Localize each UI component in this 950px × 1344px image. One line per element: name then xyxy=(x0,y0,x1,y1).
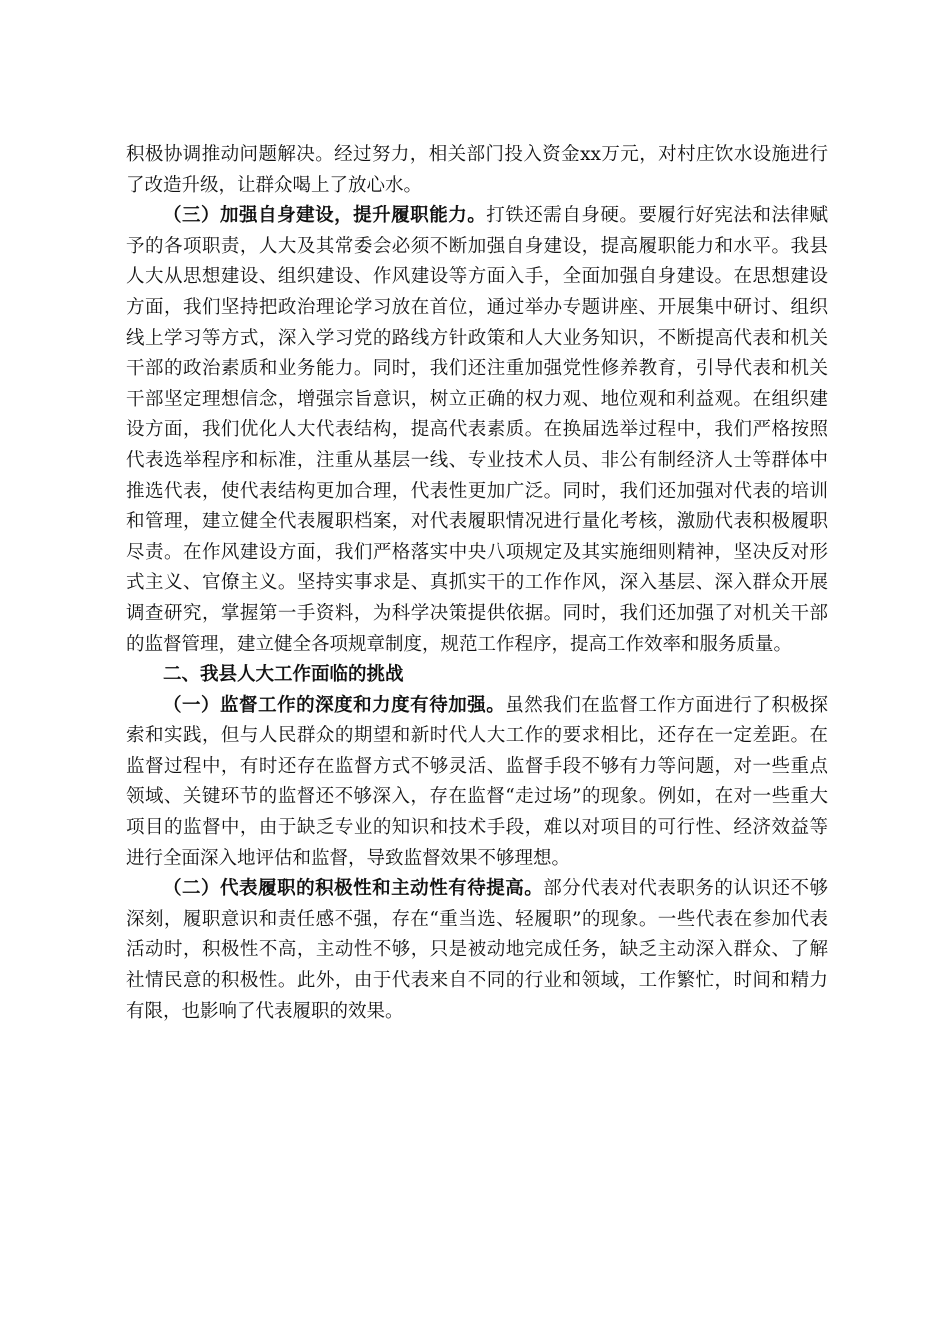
paragraph-continuation xyxy=(126,140,828,201)
paragraph-self-building xyxy=(126,201,828,660)
paragraph-deputies xyxy=(126,874,828,1027)
paragraph-supervision xyxy=(126,691,828,875)
section-heading xyxy=(126,660,828,691)
paragraph-lead: （三）加强自身建设，提升履职能力。 xyxy=(163,205,487,227)
section-heading-text: 二、我县人大工作面临的挑战 xyxy=(163,664,404,686)
paragraph-text: 打铁还需自身硬。要履行好宪法和法律赋予的各项职责，人大及其常委会必须不断加强自身建设，提高履职能力和水平。我县人大从思想建设、组织建设、作风建设等方面入手，全面加强自身建设。在思想建设方面，我们坚持把政治理论学习放在首位，通过举办专题讲座、开展集中研讨、组织线上学习等方式，深入学习党的路线方针政策和人大业务知识，不断提高代表和机关干部的政治素质和业务能力。同时，我们还注重加强党性修养教育，引导代表和机关干部坚定理想信念，增强宗旨意识，树立正确的权力观、地位观和利益观。在组织建设方面，我们优化人大代表结构，提高代表素质。在换届选举过程中，我们严格按照代表选举程序和标准，注重从基层一线、专业技术人员、非公有制经济人士等群体中推选代表，使代表结构更加合理，代表性更加广泛。同时，我们还加强对代表的培训和管理，建立健全代表履职档案，对代表履职情况进行量化考核，激励代表积极履职尽责。在作风建设方面，我们严格落实中央八项规定及其实施细则精神，坚决反对形式主义、官僚主义。坚持实事求是、真抓实干的工作作风，深入基层、深入群众开展调查研究，掌握第一手资料，为科学决策提供依据。同时，我们还加强了对机关干部的监督管理，建立健全各项规章制度，规范工作程序，提高工作效率和服务质量。 xyxy=(126,205,828,655)
paragraph-lead: （二）代表履职的积极性和主动性有待提高。 xyxy=(163,878,544,900)
paragraph-text: 部分代表对代表职务的认识还不够深刻，履职意识和责任感不强，存在“重当选、轻履职”的现象。一些代表在参加代表活动时，积极性不高，主动性不够，只是被动地完成任务，缺乏主动深入群众、了解社情民意的积极性。此外，由于代表来自不同的行业和领域，工作繁忙，时间和精力有限，也影响了代表履职的效果。 xyxy=(126,878,828,1022)
paragraph-text: 虽然我们在监督工作方面进行了积极探索和实践，但与人民群众的期望和新时代人大工作的要求相比，还存在一定差距。在监督过程中，有时还存在监督方式不够灵活、监督手段不够有力等问题，对一些重点领域、关键环节的监督还不够深入，存在监督“走过场”的现象。例如，在对一些重大项目的监督中，由于缺乏专业的知识和技术手段，难以对项目的可行性、经济效益等进行全面深入地评估和监督，导致监督效果不够理想。 xyxy=(126,694,828,869)
document-body xyxy=(126,140,828,1027)
paragraph-text: 积极协调推动问题解决。经过努力，相关部门投入资金xx万元，对村庄饮水设施进行了改造升级，让群众喝上了放心水。 xyxy=(126,144,828,196)
paragraph-lead: （一）监督工作的深度和力度有待加强。 xyxy=(163,694,506,716)
